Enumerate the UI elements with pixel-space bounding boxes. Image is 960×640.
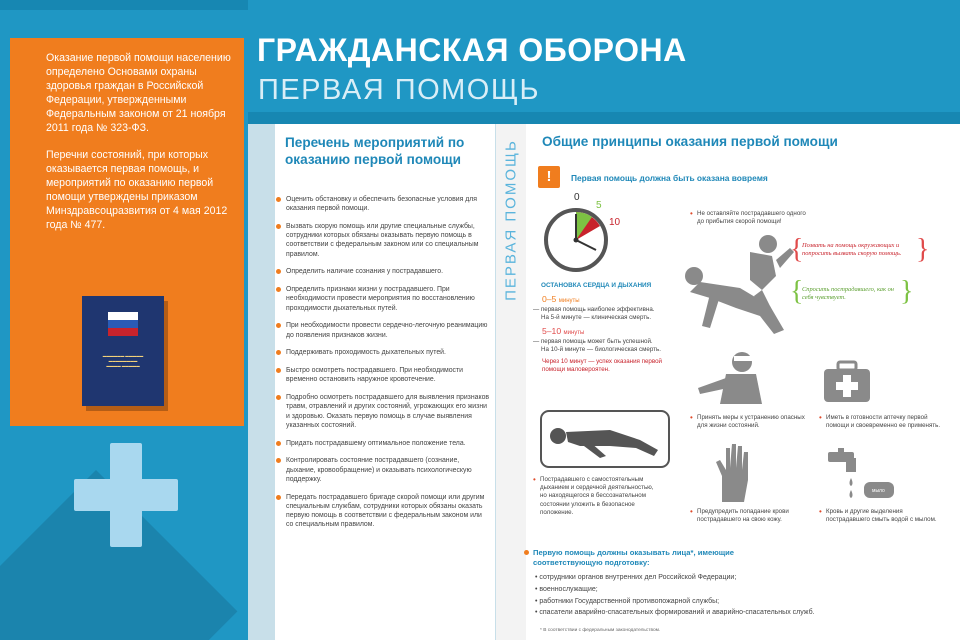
range-5-10-desc-1: — первая помощь может быть успешной.	[533, 338, 653, 345]
left-column	[0, 0, 248, 640]
list-item: Быстро осмотреть пострадавшего. При необходимости временно остановить наружное кровотечение.	[276, 366, 490, 384]
page-title: ГРАЖДАНСКАЯ ОБОРОНА	[257, 32, 687, 68]
who-should-help-list	[535, 572, 815, 619]
list-item: При необходимости провести сердечно-легочную реанимацию до появления признаков жизни.	[276, 321, 490, 339]
warning-icon: !	[538, 166, 560, 188]
list-item: • сотрудники органов внутренних дел Российской Федерации;	[535, 574, 737, 581]
first-aid-kit-text: • Иметь в готовности аптечку первой помощи и своевременно ее применять.	[826, 414, 948, 430]
on-time-heading: Первая помощь должна быть оказана вовремя	[571, 173, 768, 183]
list-item: • военнослужащие;	[535, 585, 598, 593]
range-0-5-desc-1: — первая помощь наиболее эффективна.	[533, 306, 655, 313]
quote2-bracket-left: {	[790, 276, 804, 307]
list-item: Поддерживать проходимость дыхательных путей.	[276, 348, 490, 357]
recovery-position-icon	[540, 410, 670, 468]
recovery-position-text: • Пострадавшего с самостоятельным дыханием и сердечной деятельностью, но находящегося в бессознательном состоянии уложить в безопасное положение.	[540, 476, 660, 517]
gloves-text: • Предупредить попадание крови пострадавшего на свою кожу.	[697, 508, 807, 524]
glove-icon	[712, 440, 754, 502]
ask-victim-quote: Спросить пострадавшего, как он себя чувствует.	[802, 286, 894, 302]
list-item: Подробно осмотреть пострадавшего для выявления признаков травм, отравлений и других состояний, угрожающих его жизни и здоровью. Оказать первую помощь в случае выявления указанных состояний.	[276, 393, 490, 430]
tap-and-soap-icon	[826, 448, 896, 502]
soap-label: мыло	[872, 488, 885, 494]
top-stripe	[0, 0, 248, 10]
legal-paragraph-1: Оказание первой помощи населению определено Основами охраны здоровья граждан в Российской Федерации, утвержденными Федеральным законом от 21 ноября 2011 года № 323-ФЗ.	[46, 52, 231, 134]
book-cover-image	[82, 296, 164, 406]
list-item: Контролировать состояние пострадавшего (сознание, дыхание, кровообращение) и оказывать психологическую поддержку.	[276, 456, 490, 484]
list-item: • работники Государственной противопожарной службы;	[535, 597, 720, 605]
list-item: Вызвать скорую помощь или другие специальные службы, сотрудники которых обязаны оказывать первую помощь в соответствии с федеральным законом или со специальным правилом.	[276, 222, 490, 259]
call-for-help-quote: Позвать на помощь окружающих и попросить вызвать скорую помощь.	[802, 242, 902, 258]
book-title-art: ▬▬▬▬▬▬ ▬▬▬▬▬ ▬▬▬▬▬▬▬▬ ▬▬▬▬ ▬▬▬▬▬	[102, 354, 144, 368]
medical-cross-icon	[74, 443, 178, 547]
range-0-5-desc-2: На 5-й минуте — клиническая смерть.	[541, 314, 652, 321]
principles-title: Общие принципы оказания первой помощи	[542, 134, 838, 149]
clock-label-0: 0	[574, 192, 580, 203]
cardiac-arrest-title: ОСТАНОВКА СЕРДЦА И ДЫХАНИЯ	[541, 282, 652, 289]
list-item: Определить признаки жизни у пострадавшего. При необходимости провести мероприятия по восстановлению проходимости дыхательных путей.	[276, 285, 490, 313]
who-should-help-title: Первую помощь должны оказывать лица*, имеющие соответствующую подготовку:	[533, 548, 793, 567]
header-band	[248, 112, 960, 124]
measures-list	[276, 195, 490, 538]
range-0-5: 0–5 минуты	[542, 294, 580, 304]
flag-icon	[108, 312, 138, 336]
dont-leave-note-1: • Не оставляйте пострадавшего одного	[697, 210, 806, 218]
legal-info-panel	[10, 38, 244, 426]
list-item: Определить наличие сознания у пострадавшего.	[276, 267, 490, 276]
quote2-bracket-right: }	[900, 276, 914, 307]
footnote: * В соответствии с федеральным законодательством.	[540, 628, 661, 633]
rescuer-helping-victim-icon	[680, 232, 800, 342]
first-aid-kit-icon	[822, 360, 872, 404]
injured-person-icon	[690, 348, 770, 404]
stopwatch-icon	[540, 192, 640, 282]
clock-label-10: 10	[609, 217, 621, 228]
list-item: Оценить обстановку и обеспечить безопасные условия для оказания первой помощи.	[276, 195, 490, 213]
range-5-10: 5–10 минуты	[542, 326, 585, 336]
vertical-label: ПЕРВАЯ ПОМОЩЬ	[502, 139, 520, 301]
range-5-10-desc-2: На 10-й минуте — биологическая смерть.	[541, 346, 661, 353]
measures-title: Перечень мероприятий по оказанию первой помощи	[285, 135, 465, 167]
clock-label-5: 5	[596, 200, 602, 211]
legal-paragraph-2: Перечни состояний, при которых оказывается первая помощь, и мероприятий по оказанию первой помощи утверждены приказом Минздравсоцразвития от 4 мая 2012 года № 477.	[46, 149, 228, 231]
list-item: • спасатели аварийно-спасательных формирований и аварийно-спасательных служб.	[535, 609, 815, 617]
page-subtitle: ПЕРВАЯ ПОМОЩЬ	[258, 74, 541, 106]
after-10-min-1: Через 10 минут — успех оказания первой	[542, 358, 662, 365]
wash-text: • Кровь и другие выделения пострадавшего смыть водой с мылом.	[826, 508, 946, 524]
dont-leave-note-2: до прибытия скорой помощи!	[697, 218, 782, 225]
quote-bracket-left: {	[790, 234, 804, 265]
list-item: Придать пострадавшему оптимальное положение тела.	[276, 439, 490, 448]
after-10-min-2: помощи маловероятен.	[542, 366, 610, 373]
list-item: Передать пострадавшего бригаде скорой помощи или другим специальным службам, сотрудники которых обязаны оказать первую помощь в соответствии с федеральным законом или со специальным правилом.	[276, 493, 490, 530]
remove-danger-text: • Принять меры к устранению опасных для жизни состояний.	[697, 414, 807, 430]
legal-info-text	[46, 52, 238, 247]
quote-bracket-right: }	[916, 234, 930, 265]
